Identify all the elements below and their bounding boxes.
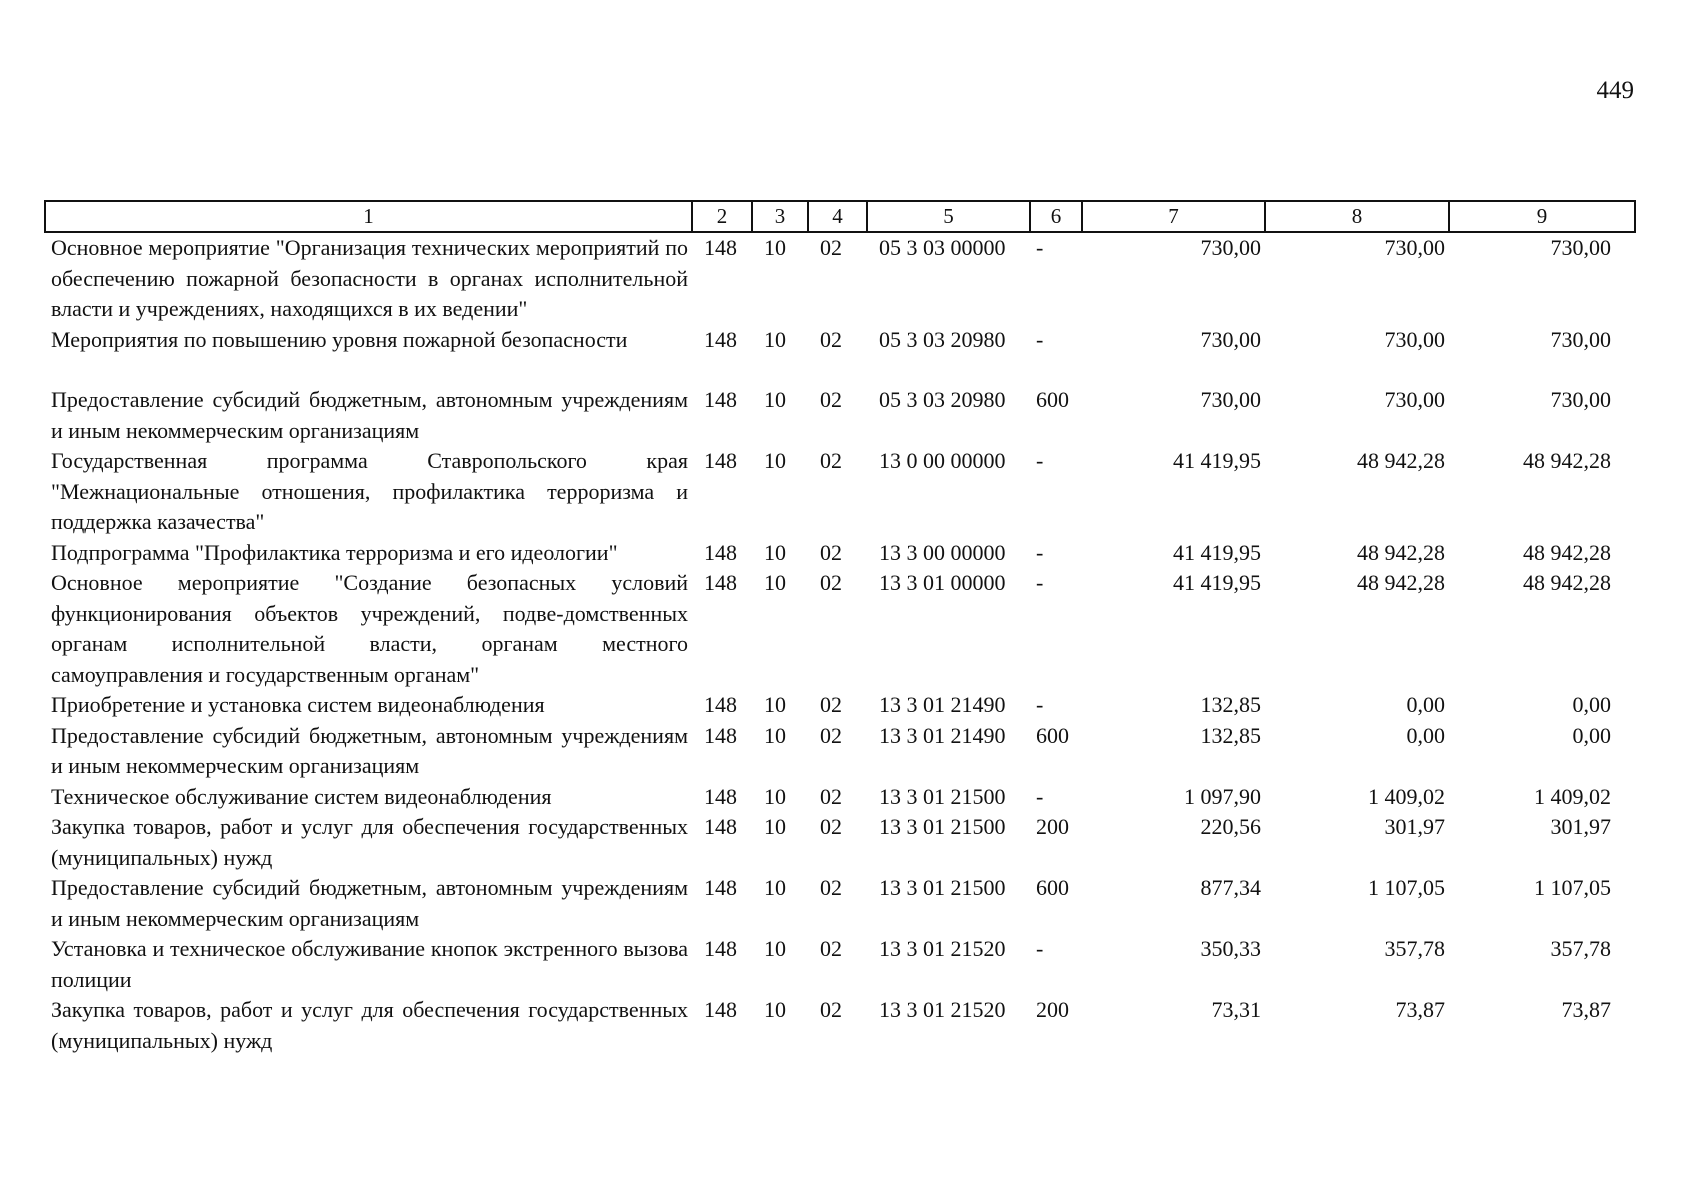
cell-amount-9: 0,00: [1572, 722, 1611, 748]
table-row: [45, 568, 1635, 690]
cell-amount-7: 41 419,95: [1173, 570, 1261, 595]
cell-amount-9: 730,00: [1550, 387, 1611, 412]
cell-subsection: 02: [820, 997, 842, 1022]
cell-amount-7: 730,00: [1200, 387, 1261, 412]
cell-expense-type: -: [1036, 448, 1044, 473]
column-header: 8: [1265, 201, 1449, 232]
table-row: [45, 232, 1635, 325]
cell-section: 10: [764, 814, 786, 839]
header-row: [45, 201, 1635, 232]
cell-section: 10: [764, 722, 786, 748]
cell-target-article: 05 3 03 20980: [879, 387, 1006, 412]
cell-amount-7: 41 419,95: [1173, 539, 1261, 565]
cell-target-article: 13 3 00 00000: [879, 539, 1006, 565]
cell-target-article: 05 3 03 00000: [879, 235, 1006, 260]
cell-subsection: 02: [820, 448, 842, 473]
cell-expense-type: 600: [1036, 875, 1069, 900]
cell-amount-8: 73,87: [1395, 997, 1445, 1022]
cell-ministry: 148: [704, 722, 737, 748]
cell-target-article: 13 3 01 21520: [879, 997, 1006, 1022]
budget-table: [44, 200, 1636, 1056]
row-name: Основное мероприятие "Создание безопасных условий функционирования объектов учреждений, подве-домственных органам исполнительной власти, органам местного самоуправления и государственным органам": [51, 570, 688, 687]
row-name: Государственная программа Ставропольского края "Межнациональные отношения, профилактика терроризма и поддержка казачества": [51, 448, 688, 534]
table-row: [45, 325, 1635, 386]
cell-section: 10: [764, 997, 786, 1022]
cell-expense-type: -: [1036, 936, 1044, 961]
cell-ministry: 148: [704, 570, 737, 595]
cell-expense-type: 600: [1036, 387, 1069, 412]
row-name: Техническое обслуживание систем видеонаблюдения: [51, 783, 552, 809]
cell-expense-type: -: [1036, 539, 1044, 565]
cell-ministry: 148: [704, 387, 737, 412]
table-row: [45, 385, 1635, 446]
cell-section: 10: [764, 448, 786, 473]
column-header: 1: [45, 201, 692, 232]
cell-expense-type: -: [1036, 783, 1044, 809]
row-name: Основное мероприятие "Организация технических мероприятий по обеспечению пожарной безопасности в органах исполнительной власти и учреждениях, находящихся в их ведении": [51, 235, 688, 321]
cell-ministry: 148: [704, 235, 737, 260]
cell-target-article: 13 3 01 21500: [879, 783, 1006, 809]
cell-amount-8: 0,00: [1406, 692, 1445, 717]
cell-section: 10: [764, 387, 786, 412]
cell-amount-8: 301,97: [1384, 814, 1445, 839]
table-row: [45, 995, 1635, 1056]
table-row: [45, 538, 1635, 569]
cell-ministry: 148: [704, 997, 737, 1022]
cell-amount-9: 1 107,05: [1534, 875, 1611, 900]
cell-ministry: 148: [704, 539, 737, 565]
cell-amount-8: 730,00: [1384, 235, 1445, 260]
cell-amount-7: 41 419,95: [1173, 448, 1261, 473]
cell-amount-7: 730,00: [1200, 326, 1261, 352]
cell-ministry: 148: [704, 936, 737, 961]
cell-amount-8: 48 942,28: [1357, 570, 1445, 595]
cell-amount-8: 48 942,28: [1357, 448, 1445, 473]
cell-subsection: 02: [820, 875, 842, 900]
cell-amount-8: 48 942,28: [1357, 539, 1445, 565]
cell-amount-8: 0,00: [1406, 722, 1445, 748]
cell-target-article: 13 3 01 21500: [879, 875, 1006, 900]
cell-subsection: 02: [820, 722, 842, 748]
cell-subsection: 02: [820, 387, 842, 412]
cell-amount-9: 357,78: [1550, 936, 1611, 961]
row-name: Установка и техническое обслуживание кнопок экстренного вызова полиции: [51, 936, 688, 992]
cell-amount-8: 730,00: [1384, 387, 1445, 412]
cell-amount-9: 48 942,28: [1523, 448, 1611, 473]
cell-amount-7: 132,85: [1200, 692, 1261, 717]
row-name: Приобретение и установка систем видеонаблюдения: [51, 692, 545, 717]
row-name: Закупка товаров, работ и услуг для обеспечения государственных (муниципальных) нужд: [51, 997, 688, 1053]
cell-amount-7: 73,31: [1211, 997, 1261, 1022]
cell-section: 10: [764, 570, 786, 595]
cell-target-article: 13 3 01 21520: [879, 936, 1006, 961]
table-row: [45, 782, 1635, 813]
cell-target-article: 13 3 01 00000: [879, 570, 1006, 595]
cell-amount-8: 1 409,02: [1368, 783, 1445, 809]
cell-ministry: 148: [704, 814, 737, 839]
cell-target-article: 13 3 01 21490: [879, 692, 1006, 717]
cell-subsection: 02: [820, 814, 842, 839]
column-header: 4: [808, 201, 867, 232]
cell-section: 10: [764, 936, 786, 961]
table-row: [45, 690, 1635, 721]
cell-amount-9: 0,00: [1572, 692, 1611, 717]
cell-target-article: 13 0 00 00000: [879, 448, 1006, 473]
cell-expense-type: -: [1036, 326, 1044, 352]
cell-amount-9: 48 942,28: [1523, 539, 1611, 565]
cell-expense-type: 200: [1036, 997, 1069, 1022]
cell-ministry: 148: [704, 783, 737, 809]
cell-expense-type: -: [1036, 570, 1044, 595]
table-row: [45, 873, 1635, 934]
cell-section: 10: [764, 235, 786, 260]
row-name: Мероприятия по повышению уровня пожарной безопасности: [51, 326, 628, 352]
cell-target-article: 13 3 01 21490: [879, 722, 1006, 748]
cell-amount-8: 1 107,05: [1368, 875, 1445, 900]
cell-subsection: 02: [820, 539, 842, 565]
cell-section: 10: [764, 692, 786, 717]
cell-subsection: 02: [820, 570, 842, 595]
cell-expense-type: 600: [1036, 722, 1069, 748]
column-header: 9: [1449, 201, 1635, 232]
column-header: 6: [1030, 201, 1082, 232]
cell-amount-7: 350,33: [1200, 936, 1261, 961]
cell-amount-7: 220,56: [1200, 814, 1261, 839]
cell-amount-9: 1 409,02: [1534, 783, 1611, 809]
row-name: Закупка товаров, работ и услуг для обеспечения государственных (муниципальных) нужд: [51, 814, 688, 870]
cell-ministry: 148: [704, 692, 737, 717]
cell-amount-7: 730,00: [1200, 235, 1261, 260]
cell-ministry: 148: [704, 448, 737, 473]
column-header: 3: [752, 201, 808, 232]
cell-subsection: 02: [820, 783, 842, 809]
column-header: 2: [692, 201, 752, 232]
cell-target-article: 05 3 03 20980: [879, 326, 1006, 352]
cell-ministry: 148: [704, 875, 737, 900]
page-number: 449: [1596, 77, 1634, 104]
cell-section: 10: [764, 326, 786, 352]
cell-amount-9: 301,97: [1550, 814, 1611, 839]
cell-amount-8: 730,00: [1384, 326, 1445, 352]
cell-subsection: 02: [820, 692, 842, 717]
row-name: Предоставление субсидий бюджетным, автономным учреждениям и иным некоммерческим организациям: [51, 387, 688, 443]
cell-subsection: 02: [820, 326, 842, 352]
cell-amount-7: 132,85: [1200, 722, 1261, 748]
column-header: 5: [867, 201, 1030, 232]
cell-section: 10: [764, 875, 786, 900]
row-name: Предоставление субсидий бюджетным, автономным учреждениям и иным некоммерческим организациям: [51, 875, 688, 931]
cell-section: 10: [764, 783, 786, 809]
cell-expense-type: -: [1036, 235, 1044, 260]
cell-amount-9: 73,87: [1561, 997, 1611, 1022]
cell-subsection: 02: [820, 235, 842, 260]
cell-subsection: 02: [820, 936, 842, 961]
cell-amount-9: 730,00: [1550, 235, 1611, 260]
cell-amount-9: 48 942,28: [1523, 570, 1611, 595]
cell-amount-7: 877,34: [1200, 875, 1261, 900]
cell-expense-type: -: [1036, 692, 1044, 717]
row-name: Предоставление субсидий бюджетным, автономным учреждениям и иным некоммерческим организациям: [51, 722, 688, 778]
cell-section: 10: [764, 539, 786, 565]
cell-target-article: 13 3 01 21500: [879, 814, 1006, 839]
cell-expense-type: 200: [1036, 814, 1069, 839]
cell-amount-8: 357,78: [1384, 936, 1445, 961]
column-header: 7: [1082, 201, 1265, 232]
table-row: [45, 446, 1635, 538]
table-row: [45, 934, 1635, 995]
cell-ministry: 148: [704, 326, 737, 352]
table-row: [45, 721, 1635, 782]
row-name: Подпрограмма "Профилактика терроризма и его идеологии": [51, 539, 618, 565]
cell-amount-7: 1 097,90: [1184, 783, 1261, 809]
cell-amount-9: 730,00: [1550, 326, 1611, 352]
table-row: [45, 812, 1635, 873]
